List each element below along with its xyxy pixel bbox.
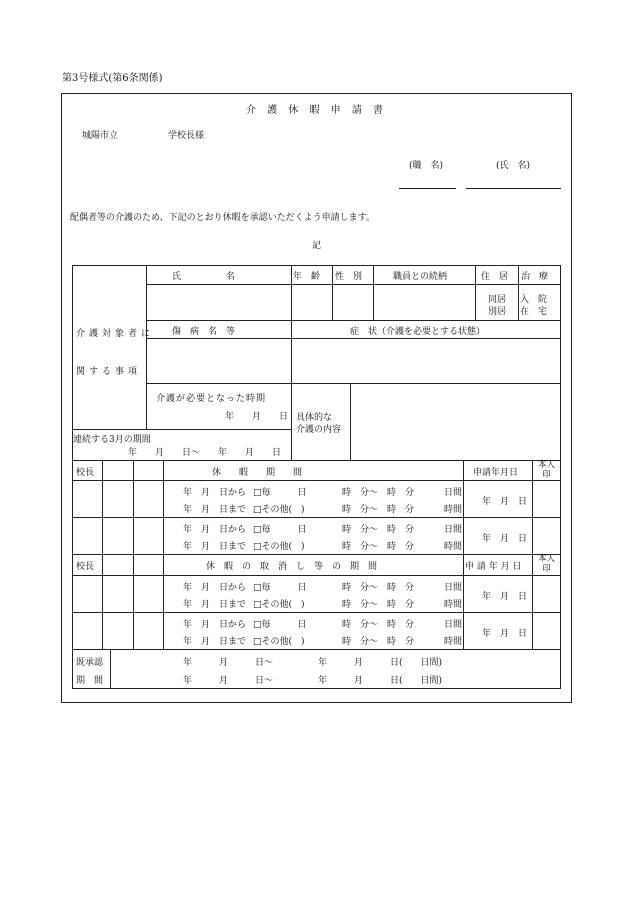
addressee-principal: 学校長様 [168,131,205,141]
header-name: 氏 名 [172,272,236,282]
header-relation: 職員との続柄 [393,272,448,282]
cancel-1-hours: 時間 [444,600,463,610]
cancel-1-until: 年 月 日まで [183,600,247,610]
approved-row-1: 年 月 日～ 年 月 日( 日間) [183,658,443,668]
addressee-city: 城陽市立 [82,131,119,141]
principal-label-2: 校長 [76,562,95,572]
cancel-2-time-2: 時 分～ 時 分 [342,637,415,647]
header-address: 住 居 [481,272,509,282]
leave-1-time: 時 分～ 時 分 [342,488,415,498]
consecutive-period: 年 月 日～ 年 月 日 [128,448,282,458]
apply-date-header-2: 申 請 年 月 日 [465,562,522,572]
seal-label-2: 本人 印 [537,554,555,574]
concrete-care-label-1: 具体的な [296,413,333,423]
header-disease: 傷 病 名 等 [172,327,236,337]
cancel-2-apply-date: 年 月 日 [482,629,528,639]
cancel-1-apply-date: 年 月 日 [482,592,528,602]
care-section-label-2: 関する事項 [76,367,142,377]
leave-2-until: 年 月 日まで [183,542,247,552]
approved-label-1: 既承認 [76,658,104,668]
cancel-1-daily: □毎 日 [253,583,307,593]
leave-1-other: □その他( ) [253,505,305,515]
leave-2-apply-date: 年 月 日 [482,534,528,544]
needed-since-date: 年 月 日 [225,412,289,422]
leave-1-from: 年 月 日から [183,488,247,498]
cancel-2-hours: 時間 [444,637,463,647]
leave-2-from: 年 月 日から [183,525,247,535]
name-underline [466,188,561,189]
option-separate: 別居 [488,307,507,317]
option-inpatient: 入 院 [520,295,548,305]
seal-label: 本人 印 [537,460,555,480]
cancel-2-until: 年 月 日まで [183,637,247,647]
approved-label-2: 期 間 [76,676,104,686]
leave-1-until: 年 月 日まで [183,505,247,515]
leave-table [72,460,561,650]
cancel-1-from: 年 月 日から [183,583,247,593]
approved-row-2: 年 月 日～ 年 月 日( 日間) [183,676,443,686]
header-treatment: 治 療 [521,272,549,282]
cancel-1-time: 時 分～ 時 分 [342,583,415,593]
cancel-1-other: □その他( ) [253,600,305,610]
leave-1-time-2: 時 分～ 時 分 [342,505,415,515]
ki-label: 記 [311,241,321,251]
leave-2-time-2: 時 分～ 時 分 [342,542,415,552]
leave-period-header: 休 暇 期 間 [212,468,303,478]
cancel-2-daily: □毎 日 [253,620,307,630]
form-number: 第3号様式(第6条関係) [62,73,163,84]
cancel-2-from: 年 月 日から [183,620,247,630]
intro-text: 配偶者等の介護のため、下記のとおり休暇を承認いただくよう申請します。 [70,213,375,223]
form-title: 介 護 休 暇 申 請 書 [245,105,388,116]
header-age: 年 齢 [293,272,321,282]
cancel-1-time-2: 時 分～ 時 分 [342,600,415,610]
applicant-name-label: (氏 名) [496,161,531,171]
apply-date-header: 申請年月日 [473,468,519,478]
needed-since-label: 介護が必要となった時期 [156,394,267,404]
position-underline [399,188,456,189]
leave-1-days: 日間 [444,488,463,498]
option-home: 在 宅 [520,307,548,317]
header-sex: 性 別 [335,272,363,282]
leave-2-days: 日間 [444,525,463,535]
leave-2-daily: □毎 日 [253,525,307,535]
leave-1-apply-date: 年 月 日 [482,497,528,507]
care-section-label-1: 介護対象者に [76,329,155,339]
cancel-2-days: 日間 [444,620,463,630]
principal-label: 校長 [76,468,95,478]
concrete-care-label-2: 介護の内容 [296,425,342,435]
leave-2-time: 時 分～ 時 分 [342,525,415,535]
cancel-2-other: □その他( ) [253,637,305,647]
option-together: 同居 [488,295,507,305]
cancel-1-days: 日間 [444,583,463,593]
leave-1-hours: 時間 [444,505,463,515]
applicant-position-label: (職 名) [409,161,444,171]
consecutive-label: 連続する3月の期間 [73,435,151,445]
leave-2-other: □その他( ) [253,542,305,552]
header-symptom: 症 状（介護を必要とする状態） [350,327,486,337]
leave-2-hours: 時間 [444,542,463,552]
leave-1-daily: □毎 日 [253,488,307,498]
cancel-2-time: 時 分～ 時 分 [342,620,415,630]
cancel-period-header: 休 暇 の 取 消 し 等 の 期 間 [206,562,378,572]
